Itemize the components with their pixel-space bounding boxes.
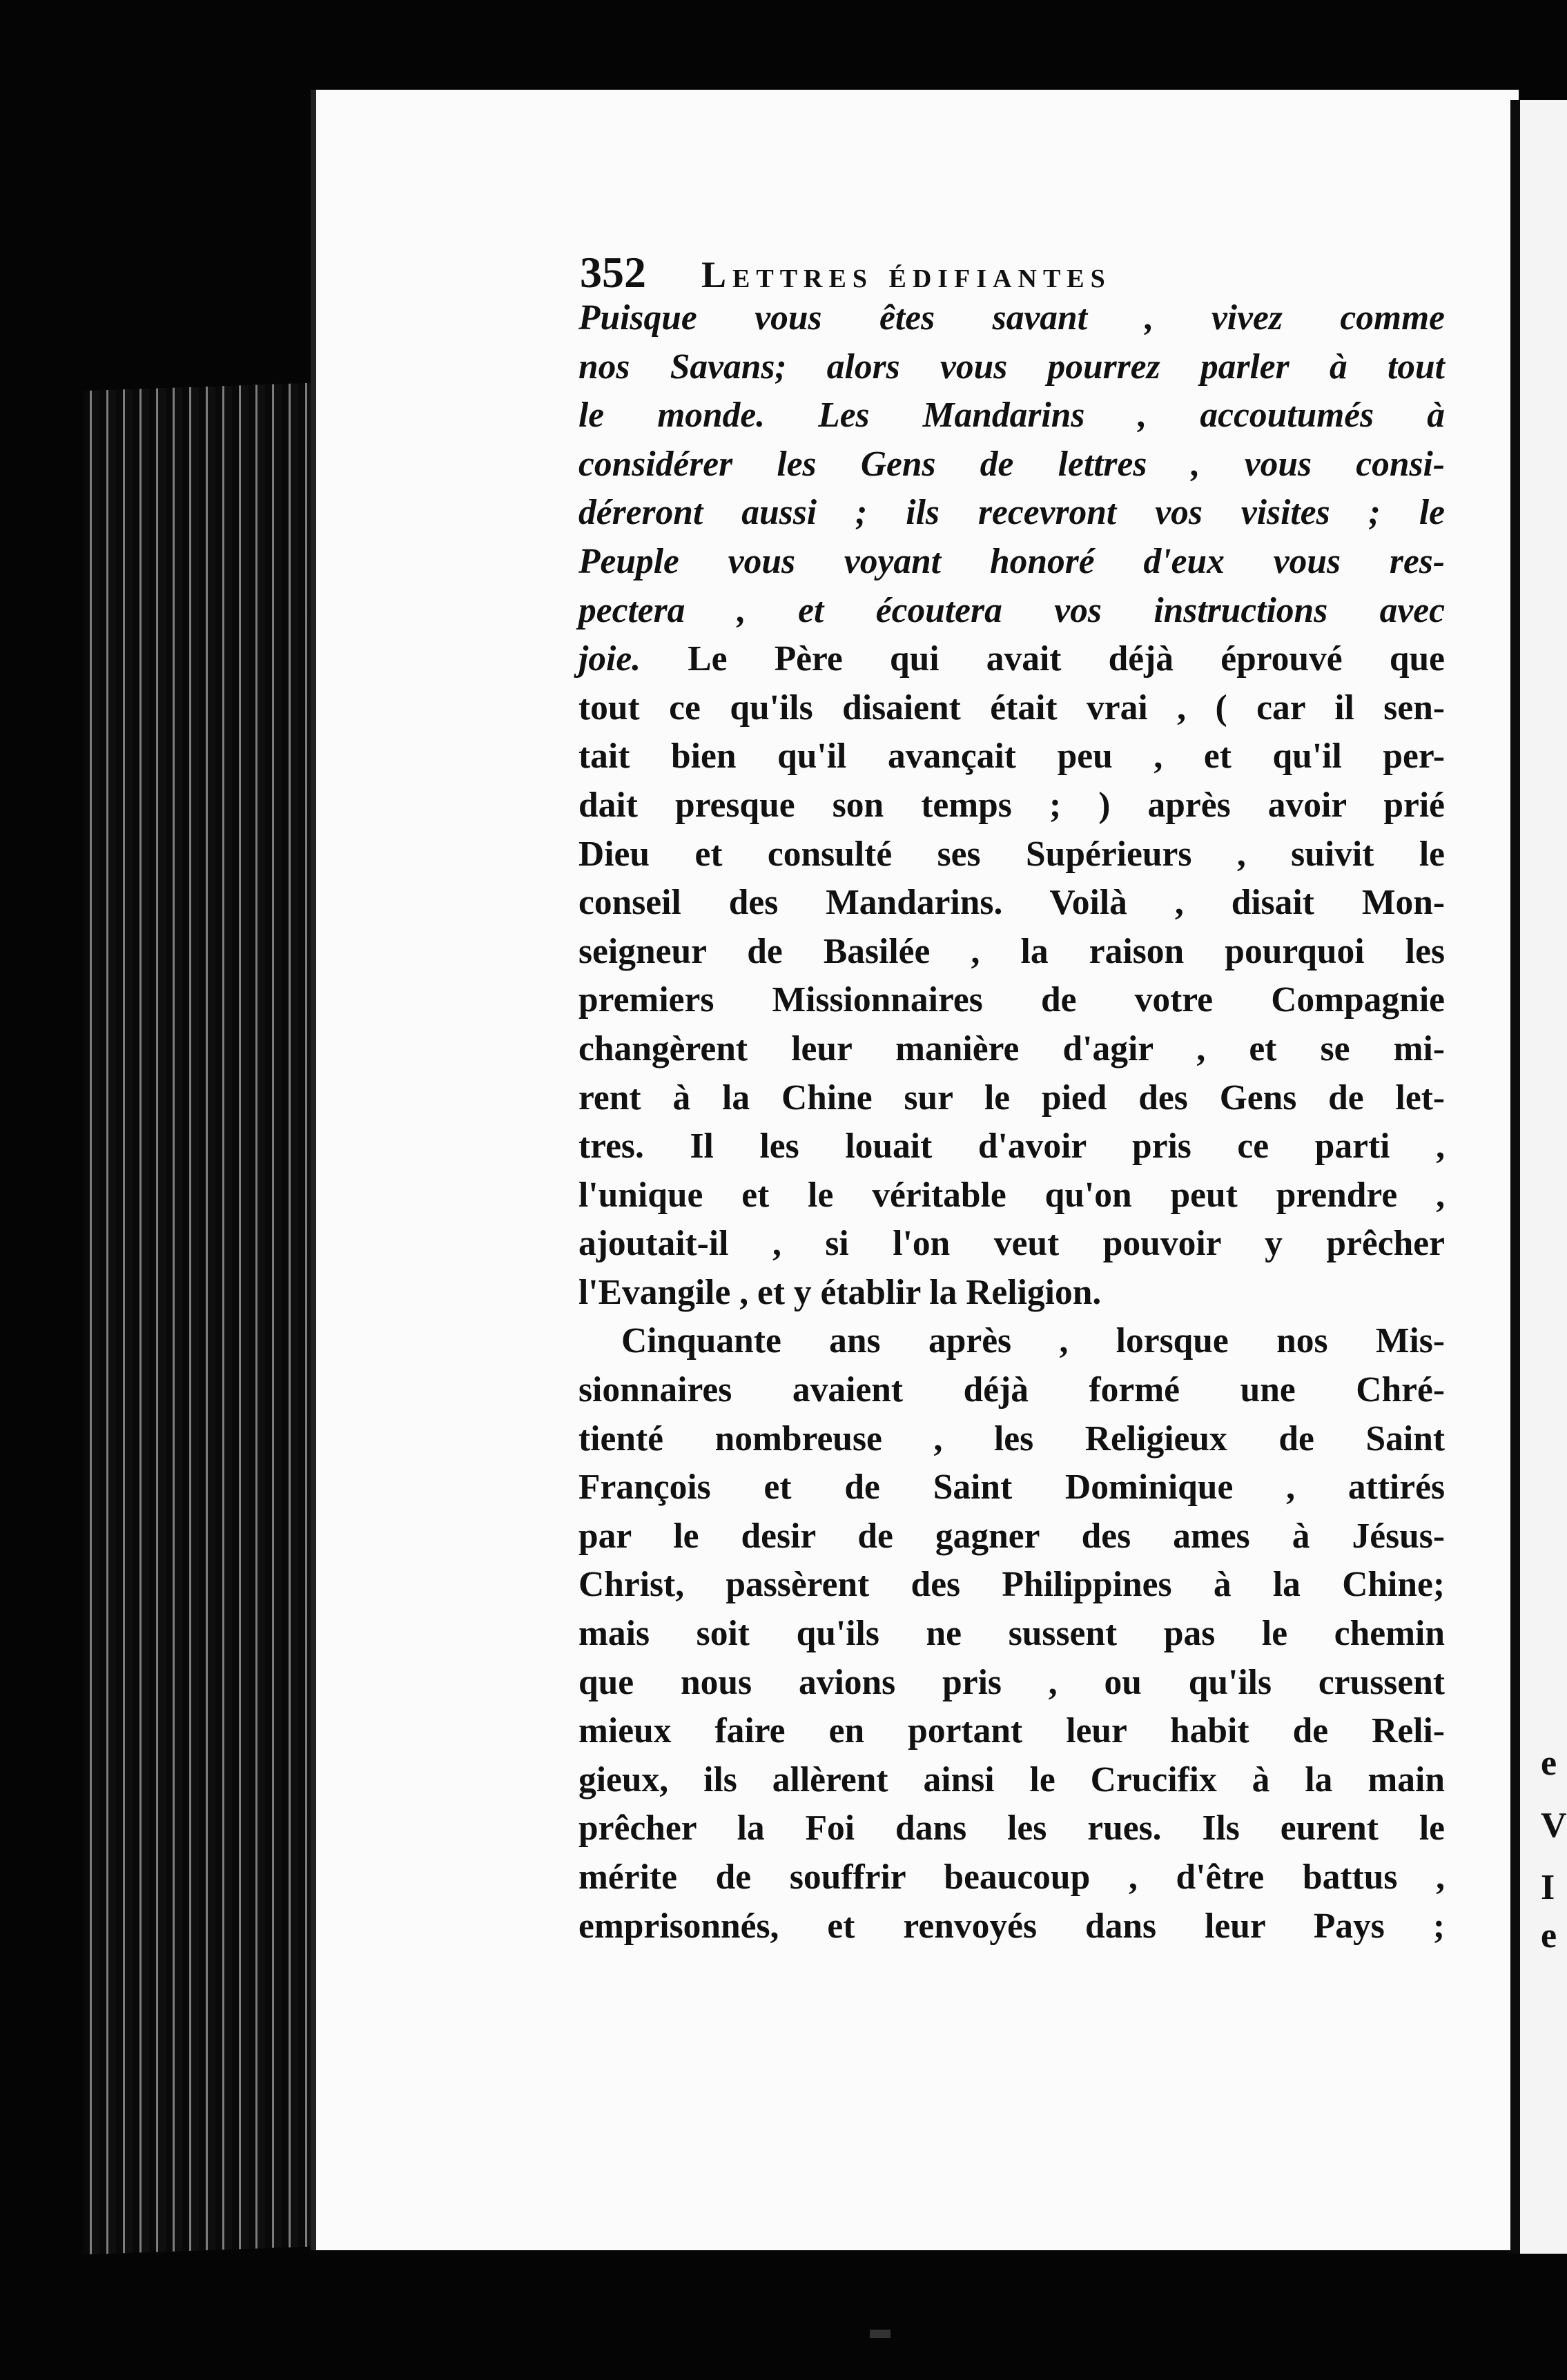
running-title: Lettres édifiantes: [701, 254, 1111, 295]
facing-page-fragment: e: [1541, 1744, 1557, 1783]
text-line: que nous avions pris , ou qu'ils crussent: [578, 1662, 1445, 1702]
text-line: mieux faire en portant leur habit de Reli-: [578, 1711, 1445, 1751]
text-line: par le desir de gagner des ames à Jésus-: [578, 1516, 1445, 1556]
text-line: tout ce qu'ils disaient était vrai , ( car il sen-: [578, 687, 1445, 728]
text-line: l'Evangile , et y établir la Religion.: [578, 1272, 1102, 1312]
text-line: Puisque vous êtes savant , vivez comme: [578, 298, 1445, 338]
text-line: Dieu et consulté ses Supérieurs , suivit le: [578, 834, 1445, 874]
text-line: prêcher la Foi dans les rues. Ils eurent le: [578, 1808, 1445, 1849]
text-line: le monde. Les Mandarins , accoutumés à: [578, 396, 1445, 436]
text-line: rent à la Chine sur le pied des Gens de let-: [578, 1077, 1445, 1118]
text-line: mérite de souffrir beaucoup , d'être battus ,: [578, 1857, 1445, 1897]
scan-artifact: [870, 2330, 890, 2338]
body-text: [578, 294, 1445, 1951]
text-line: ajoutait-il , si l'on veut pouvoir y prêcher: [578, 1224, 1445, 1264]
text-line: joie. Le Père qui avait déjà éprouvé que: [578, 639, 1445, 679]
text-line: déreront aussi ; ils recevront vos visites ; le: [578, 493, 1445, 533]
text-line: conseil des Mandarins. Voilà , disait Mon-: [578, 883, 1445, 923]
text-line: mais soit qu'ils ne sussent pas le chemin: [578, 1614, 1445, 1654]
facing-page-edge: [1510, 100, 1567, 2254]
text-line: nos Savans; alors vous pourrez parler à tout: [578, 347, 1445, 387]
text-line: Peuple vous voyant honoré d'eux vous res-: [578, 541, 1445, 581]
text-line: Cinquante ans après , lorsque nos Mis-: [621, 1321, 1445, 1361]
text-line: l'unique et le véritable qu'on peut prendre ,: [578, 1175, 1445, 1215]
text-line: François et de Saint Dominique , attirés: [578, 1467, 1445, 1508]
page-number: 352: [580, 248, 646, 297]
text-line: seigneur de Basilée , la raison pourquoi les: [578, 931, 1445, 971]
text-line: dait presque son temps ; ) après avoir prié: [578, 785, 1445, 825]
text-line: pectera , et écoutera vos instructions avec: [578, 590, 1445, 630]
text-line: tait bien qu'il avançait peu , et qu'il per-: [578, 737, 1445, 777]
stacked-page-edges: [83, 382, 331, 2255]
text-line: Christ, passèrent des Philippines à la Chine;: [578, 1565, 1445, 1605]
facing-page-fragment: e: [1541, 1916, 1557, 1955]
text-line: changèrent leur manière d'agir , et se mi-: [578, 1028, 1445, 1069]
facing-page-fragment: I: [1541, 1868, 1555, 1907]
text-line: considérer les Gens de lettres , vous consi-: [578, 444, 1445, 484]
text-line: premiers Missionnaires de votre Compagnie: [578, 980, 1445, 1020]
page-header: [580, 247, 1450, 298]
text-line: emprisonnés, et renvoyés dans leur Pays ;: [578, 1906, 1445, 1946]
text-line: sionnaires avaient déjà formé une Chré-: [578, 1370, 1445, 1410]
text-line: tienté nombreuse , les Religieux de Saint: [578, 1418, 1445, 1459]
text-line: tres. Il les louait d'avoir pris ce parti ,: [578, 1126, 1445, 1167]
text-line: gieux, ils allèrent ainsi le Crucifix à la main: [578, 1759, 1445, 1799]
facing-page-fragment: V: [1541, 1806, 1567, 1845]
